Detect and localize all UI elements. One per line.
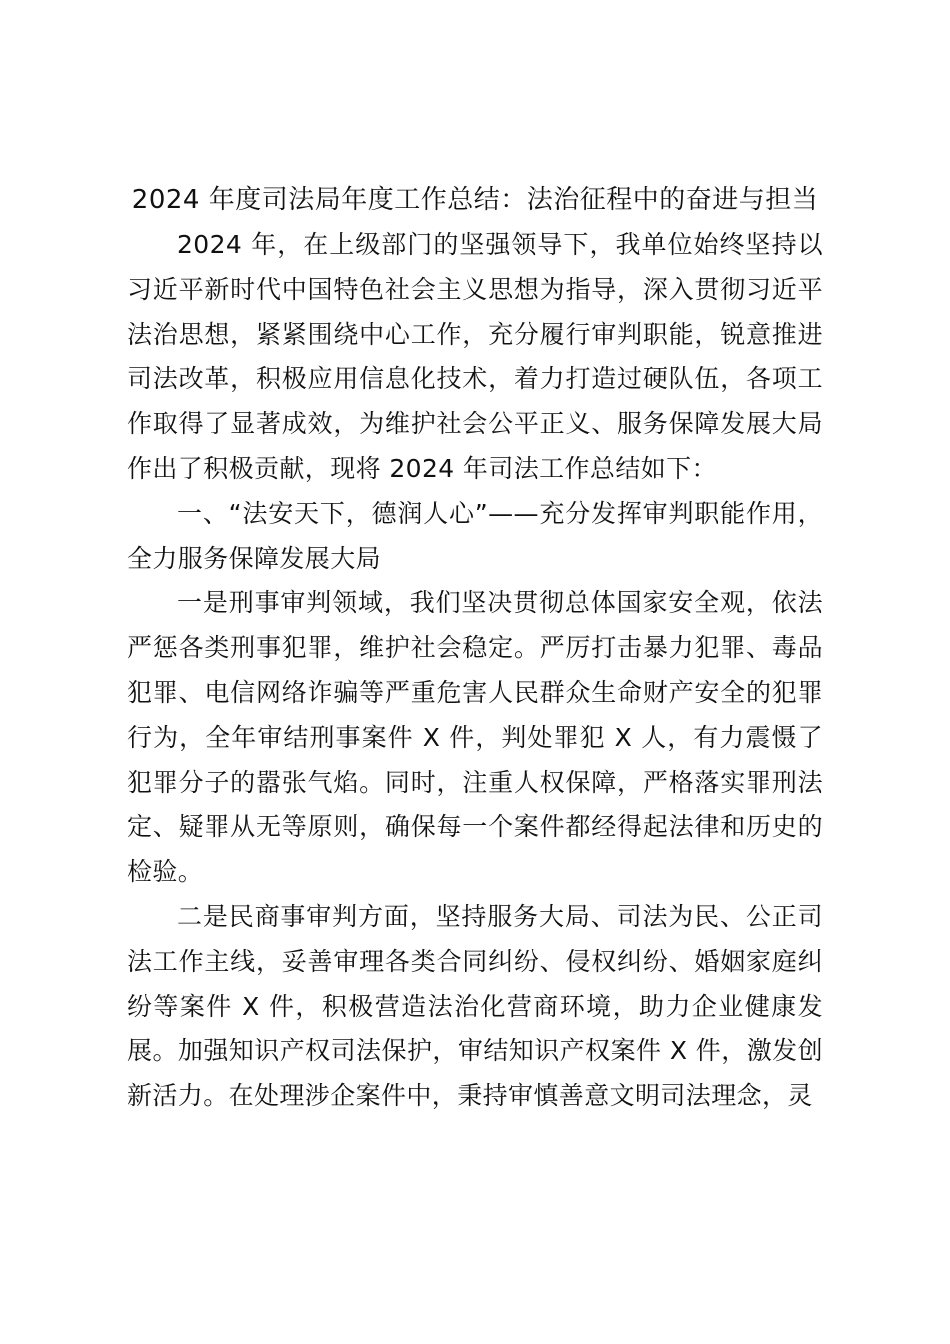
intro-paragraph: 2024 年，在上级部门的坚强领导下，我单位始终坚持以习近平新时代中国特色社会主义思想为指导，深入贯彻习近平法治思想，紧紧围绕中心工作，充分履行审判职能，锐意推进司法改革，积极应用信息化技术，着力打造过硬队伍，各项工作取得了显著成效，为维护社会公平正义、服务保障发展大局作出了积极贡献，现将 2024 年司法工作总结如下： [127, 230, 823, 483]
section-heading-1: 一、“法安天下，德润人心”——充分发挥审判职能作用，全力服务保障发展大局 [127, 498, 823, 573]
civil-commercial-paragraph: 二是民商事审判方面，坚持服务大局、司法为民、公正司法工作主线，妥善审理各类合同纠纷、侵权纠纷、婚姻家庭纠纷等案件 X 件，积极营造法治化营商环境，助力企业健康发展。加强知识产权司法保护，审结知识产权案件 X 件，激发创新活力。在处理涉企案件中，秉持审慎善意文明司法理念，灵 [127, 901, 823, 1111]
document-title: 2024 年度司法局年度工作总结：法治征程中的奋进与担当 [131, 185, 819, 215]
criminal-trial-paragraph: 一是刑事审判领域，我们坚决贯彻总体国家安全观，依法严惩各类刑事犯罪，维护社会稳定。严厉打击暴力犯罪、毒品犯罪、电信网络诈骗等严重危害人民群众生命财产安全的犯罪行为，全年审结刑事案件 X 件，判处罪犯 X 人，有力震慑了犯罪分子的嚣张气焰。同时，注重人权保障，严格落实罪刑法定、疑罪从无等原则，确保每一个案件都经得起法律和历史的检验。 [127, 588, 823, 887]
document-body [127, 178, 823, 1119]
